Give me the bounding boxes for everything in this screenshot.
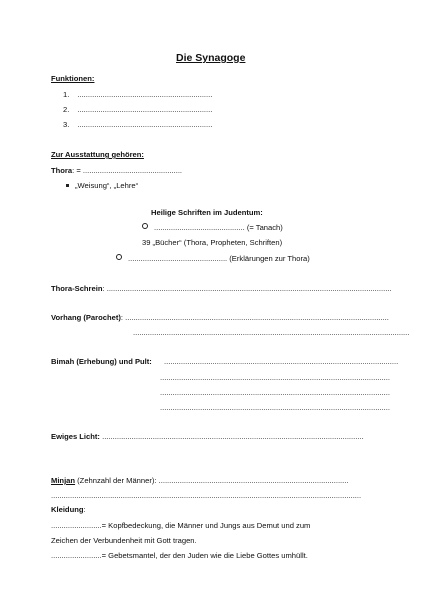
thora-schrein-label: Thora-Schrein <box>51 284 103 293</box>
fill-line: ................................................................ <box>77 105 213 114</box>
minjan-label: Minjan <box>51 476 76 485</box>
kleidung-line-2: Zeichen der Verbundenheit mit Gott tragen. <box>51 536 197 545</box>
item-number: 2. <box>63 105 70 114</box>
ewiges-licht-line <box>51 432 364 441</box>
talmud-fill: ............................................... (Erklärungen zur Thora) <box>128 254 310 263</box>
item-number: 1. <box>63 90 70 99</box>
thora-label: Thora <box>51 166 73 175</box>
ausstattung-heading: Zur Ausstattung gehören: <box>51 150 144 159</box>
thora-fill: : = ............................................... <box>72 166 183 175</box>
funktionen-heading: Funktionen: <box>51 74 95 83</box>
tanach-fill: ........................................... (= Tanach) <box>154 223 283 232</box>
kleidung-heading <box>51 505 86 514</box>
funktionen-item-1 <box>63 90 212 99</box>
schriften-heading: Heilige Schriften im Judentum: <box>151 208 263 217</box>
funktionen-item-2 <box>63 105 212 114</box>
square-bullet-icon <box>66 184 69 187</box>
fill-line: ................................................................ <box>77 90 213 99</box>
thora-schrein-line <box>51 284 392 293</box>
schriften-line-1 <box>142 223 283 232</box>
fill-line: : ....................................................................................................................................... <box>102 284 392 293</box>
minjan-line <box>51 476 349 485</box>
fill-line: ................................................................ <box>77 120 213 129</box>
kleidung-line-1: ........................= Kopfbedeckung, die Männer und Jungs aus Demut und zum <box>51 521 311 530</box>
circle-bullet-icon <box>116 254 122 260</box>
bullet-text: „Weisung“, „Lehre“ <box>75 181 139 190</box>
kleidung-label: Kleidung <box>51 505 84 514</box>
vorhang-label: Vorhang (Parochet) <box>51 313 121 322</box>
minjan-fill-2: ................................................................................................................................................... <box>51 491 362 500</box>
bimah-fill-2: ............................................................................................................. <box>160 373 390 382</box>
schriften-line-3 <box>116 254 310 263</box>
ewiges-licht-label: Ewiges Licht: <box>51 432 100 441</box>
circle-bullet-icon <box>142 223 148 229</box>
bimah-fill-1: ............................................................................................................... <box>164 357 399 366</box>
page-title: Die Synagoge <box>176 52 246 64</box>
bimah-label: Bimah (Erhebung) und Pult: <box>51 357 152 366</box>
kleidung-colon: : <box>83 505 86 514</box>
item-number: 3. <box>63 120 70 129</box>
bimah-fill-3: ............................................................................................................. <box>160 388 390 397</box>
schriften-line-2: 39 „Bücher“ (Thora, Propheten, Schriften) <box>142 238 283 247</box>
vorhang-line <box>51 313 389 322</box>
vorhang-fill-2: ................................................................................................................................... <box>133 328 410 337</box>
fill-line: : ............................................................................................................................. <box>120 313 389 322</box>
kleidung-line-3: ........................= Gebetsmantel, der den Juden wie die Liebe Gottes umhüllt. <box>51 551 308 560</box>
funktionen-item-3 <box>63 120 212 129</box>
fill-line: ............................................................................................................................ <box>102 432 364 441</box>
thora-line <box>51 166 182 175</box>
bimah-fill-4: ............................................................................................................. <box>160 403 390 412</box>
thora-bullet <box>66 181 138 190</box>
minjan-fill: (Zehnzahl der Männer): .......................................................................................... <box>75 476 349 485</box>
